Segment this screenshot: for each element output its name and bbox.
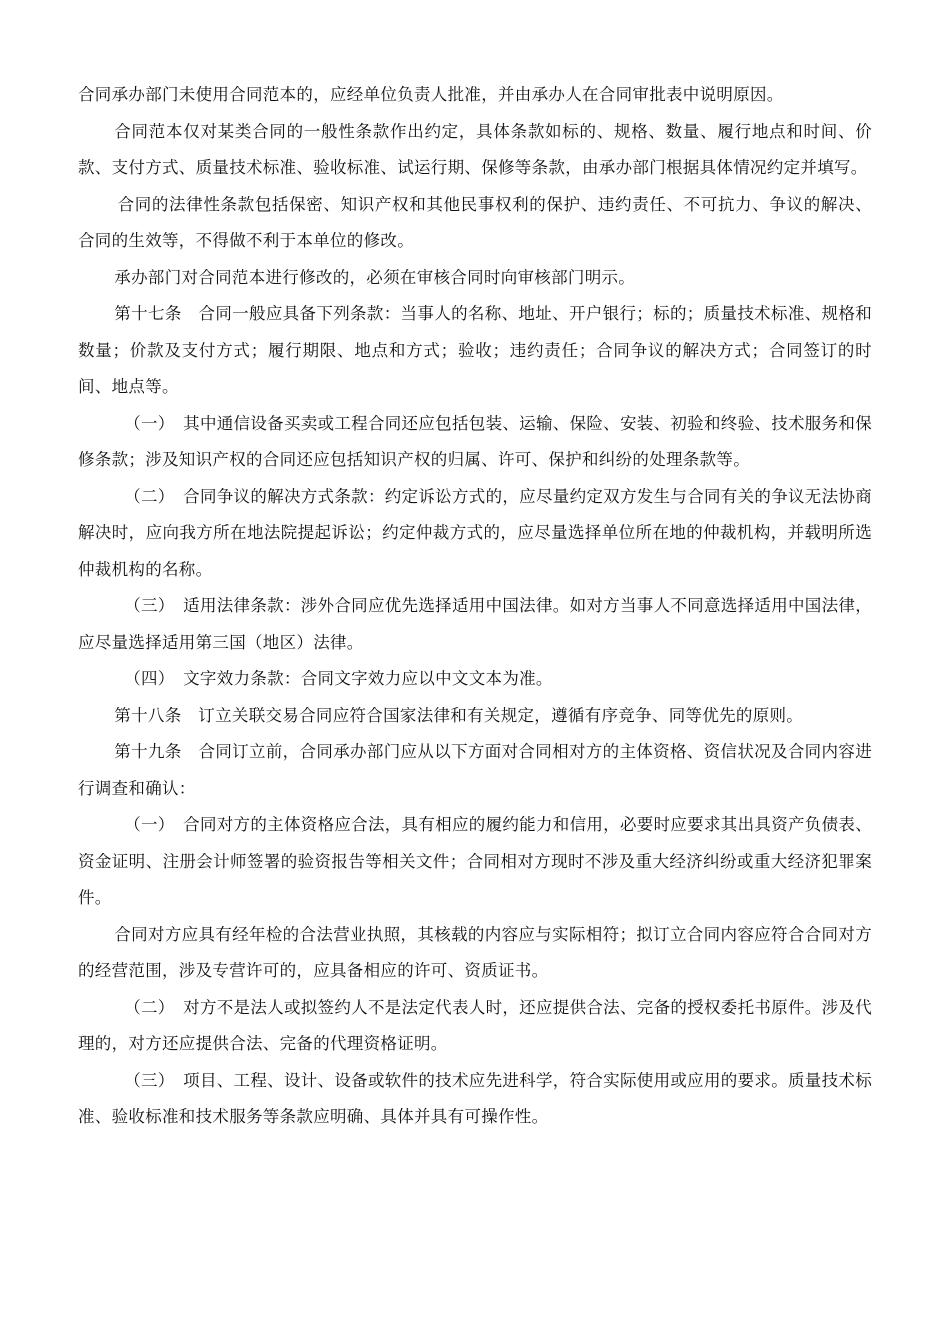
article-19-item-3: （三） 项目、工程、设计、设备或软件的技术应先进科学，符合实际使用或应用的要求。质量技术标准、验收标准和技术服务等条款应明确、具体并具有可操作性。: [78, 1070, 872, 1126]
article-17-item-4: （四） 文字效力条款：合同文字效力应以中文文本为准。: [124, 669, 553, 688]
article-17-item-3: （三） 适用法律条款：涉外合同应优先选择适用中国法律。如对方当事人不同意选择适用中国法律，应尽量选择适用第三国（地区）法律。: [78, 596, 872, 652]
article-19: 第十九条 合同订立前，合同承办部门应从以下方面对合同相对方的主体资格、资信状况及合同内容进行调查和确认：: [78, 742, 872, 798]
document-body: [78, 77, 872, 1136]
paragraph-2: 合同范本仅对某类合同的一般性条款作出约定，具体条款如标的、规格、数量、履行地点和时间、价款、支付方式、质量技术标准、验收标准、试运行期、保修等条款，由承办部门根据具体情况约定并填写。: [78, 121, 872, 177]
article-19-item-2: （二） 对方不是法人或拟签约人不是法定代表人时，还应提供合法、完备的授权委托书原件。涉及代理的，对方还应提供合法、完备的代理资格证明。: [78, 997, 872, 1053]
article-18: 第十八条 订立关联交易合同应符合国家法律和有关规定，遵循有序竞争、同等优先的原则。: [114, 705, 804, 725]
paragraph-4: 承办部门对合同范本进行修改的，必须在审核合同时向审核部门明示。: [114, 267, 636, 287]
article-17: 第十七条 合同一般应具备下列条款：当事人的名称、地址、开户银行；标的；质量技术标准、规格和数量；价款及支付方式；履行期限、地点和方式；验收；违约责任；合同争议的解决方式；合同签订的时间、地点等。: [78, 304, 872, 396]
paragraph-1: 合同承办部门未使用合同范本的，应经单位负责人批准，并由承办人在合同审批表中说明原因。: [78, 85, 784, 104]
article-19-item-1: （一） 合同对方的主体资格应合法，具有相应的履约能力和信用，必要时应要求其出具资产负债表、资金证明、注册会计师签署的验资报告等相关文件；合同相对方现时不涉及重大经济纠纷或重大经济犯罪案件。: [78, 815, 872, 907]
article-19-item-1-continued: 合同对方应具有经年检的合法营业执照，其核载的内容应与实际相符；拟订立合同内容应符合合同对方的经营范围，涉及专营许可的，应具备相应的许可、资质证书。: [78, 924, 872, 980]
paragraph-3: 合同的法律性条款包括保密、知识产权和其他民事权利的保护、违约责任、不可抗力、争议的解决、合同的生效等，不得做不利于本单位的修改。: [78, 194, 872, 250]
article-17-item-1: （一） 其中通信设备买卖或工程合同还应包括包装、运输、保险、安装、初验和终验、技术服务和保修条款；涉及知识产权的合同还应包括知识产权的归属、许可、保护和纠纷的处理条款等。: [78, 413, 872, 469]
article-17-item-2: （二） 合同争议的解决方式条款：约定诉讼方式的，应尽量约定双方发生与合同有关的争议无法协商解决时，应向我方所在地法院提起诉讼；约定仲裁方式的，应尽量选择单位所在地的仲裁机构，并载明所选仲裁机构的名称。: [78, 486, 872, 579]
